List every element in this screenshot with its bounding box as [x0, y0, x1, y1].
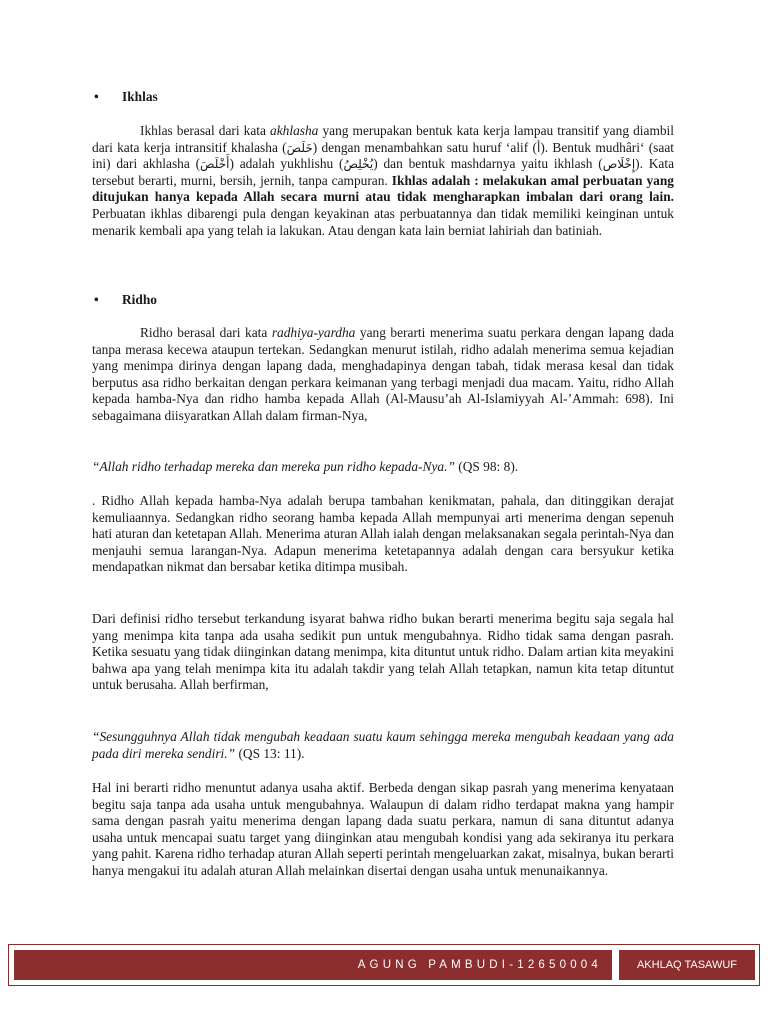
page-footer: [8, 944, 760, 986]
footer-author: AGUNG PAMBUDI-12650004: [14, 950, 612, 980]
paragraph-usaha-aktif: Hal ini berarti ridho menuntut adanya usaha aktif. Berbeda dengan sikap pasrah yang menerima kenyataan begitu saja tanpa ada usaha untuk mengubahnya. Walaupun di dalam ridho terdapat makna yang hampir sama dengan pasrah yaitu menerima dengan lapang dada suatu perkara, namun di sana dituntut adanya usaha untuk mencapai suatu target yang diinginkan atau mengubah kondisi yang ada sekiranya itu perkara yang pahit. Karena ridho terhadap aturan Allah seperti perintah mengeluarkan zakat, misalnya, bukan berarti hanya mengakui itu adalah aturan Allah melainkan disertai dengan usaha untuk menunaikannya.: [92, 780, 674, 878]
bullet-icon: •: [94, 89, 99, 104]
quote-qs-98-8: “Allah ridho terhadap mereka dan mereka pun ridho kepada-Nya.” (QS 98: 8).: [92, 459, 519, 474]
footer-subject: AKHLAQ TASAWUF: [619, 950, 755, 980]
heading-ikhlas: • Ikhlas: [94, 89, 158, 104]
paragraph-ridho-bukan-pasrah: Dari definisi ridho tersebut terkandung isyarat bahwa ridho bukan berarti menerima begitu saja segala hal yang menimpa kita tanpa ada usaha sedikit pun untuk mengubahnya. Ridho tidak sama dengan pasrah. Ketika sesuatu yang tidak diinginkan datang menimpa, kita dituntut untuk ridho. Dalam artian kita meyakini bahwa apa yang telah menimpa kita itu adalah takdir yang telah Allah tetapkan, namun kita tetap dituntut untuk berusaha. Allah berfirman,: [92, 611, 674, 693]
quote-qs-13-11: “Sesungguhnya Allah tidak mengubah keadaan suatu kaum sehingga mereka mengubah keadaan yang ada pada diri mereka sendiri.” (QS 13: 11).: [92, 729, 674, 761]
heading-ridho: • Ridho: [94, 292, 157, 307]
paragraph-ridho-allah: . Ridho Allah kepada hamba-Nya adalah berupa tambahan kenikmatan, pahala, dan ditinggikan derajat kemuliaannya. Sedangkan ridho seorang hamba kepada Allah mempunyai arti menerima dengan sepenuh hati aturan dan ketetapan Allah. Menerima aturan Allah ialah dengan melaksanakan segala perintah-Nya dan menjauhi semua larangan-Nya. Adapun menerima ketetapannya adalah dengan cara bersyukur ketika mendapatkan nikmat dan bersabar ketika ditimpa musibah.: [92, 493, 674, 575]
bullet-icon: •: [94, 292, 99, 307]
paragraph-ridho-definition: Ridho berasal dari kata radhiya-yardha yang berarti menerima suatu perkara dengan lapang dada tanpa merasa kecewa ataupun tertekan. Sedangkan menurut istilah, ridho adalah menerima semua kejadian yang menimpa dirinya dengan lapang dada, menghadapinya dengan tabah, tidak merasa kesal dan tidak berputus asa ridho berkaitan dengan perkara keimanan yang terbagi menjadi dua macam. Yaitu, ridho Allah kepada hamba-Nya dan ridho hamba kepada Allah (Al-Mausu’ah Al-Islamiyyah Al-’Ammah: 698). Ini sebagaimana diisyaratkan Allah dalam firman-Nya,: [92, 325, 674, 423]
paragraph-ikhlas-definition: Ikhlas berasal dari kata akhlasha yang merupakan bentuk kata kerja lampau transitif yang diambil dari kata kerja intransitif khalasha (خَلَصَ) dengan menambahkan satu huruf ‘alif (أ). Bentuk mudhâri‘ (saat ini) dari akhlasha (أَخْلَصَ) adalah yukhlishu (يُخْلِصُ) dan bentuk mashdarnya yaitu ikhlash (إِخْلَاص). Kata tersebut berarti, murni, bersih, jernih, tanpa campuran. Ikhlas adalah : melakukan amal perbuatan yang ditujukan hanya kepada Allah secara murni atau tidak mengharapkan imbalan dari orang lain. Perbuatan ikhlas dibarengi pula dengan keyakinan atas perbuatannya dan tidak memiliki keinginan untuk menarik kembali apa yang telah ia lakukan. Atau dengan kata lain berniat lahiriah dan batiniah.: [92, 123, 675, 238]
